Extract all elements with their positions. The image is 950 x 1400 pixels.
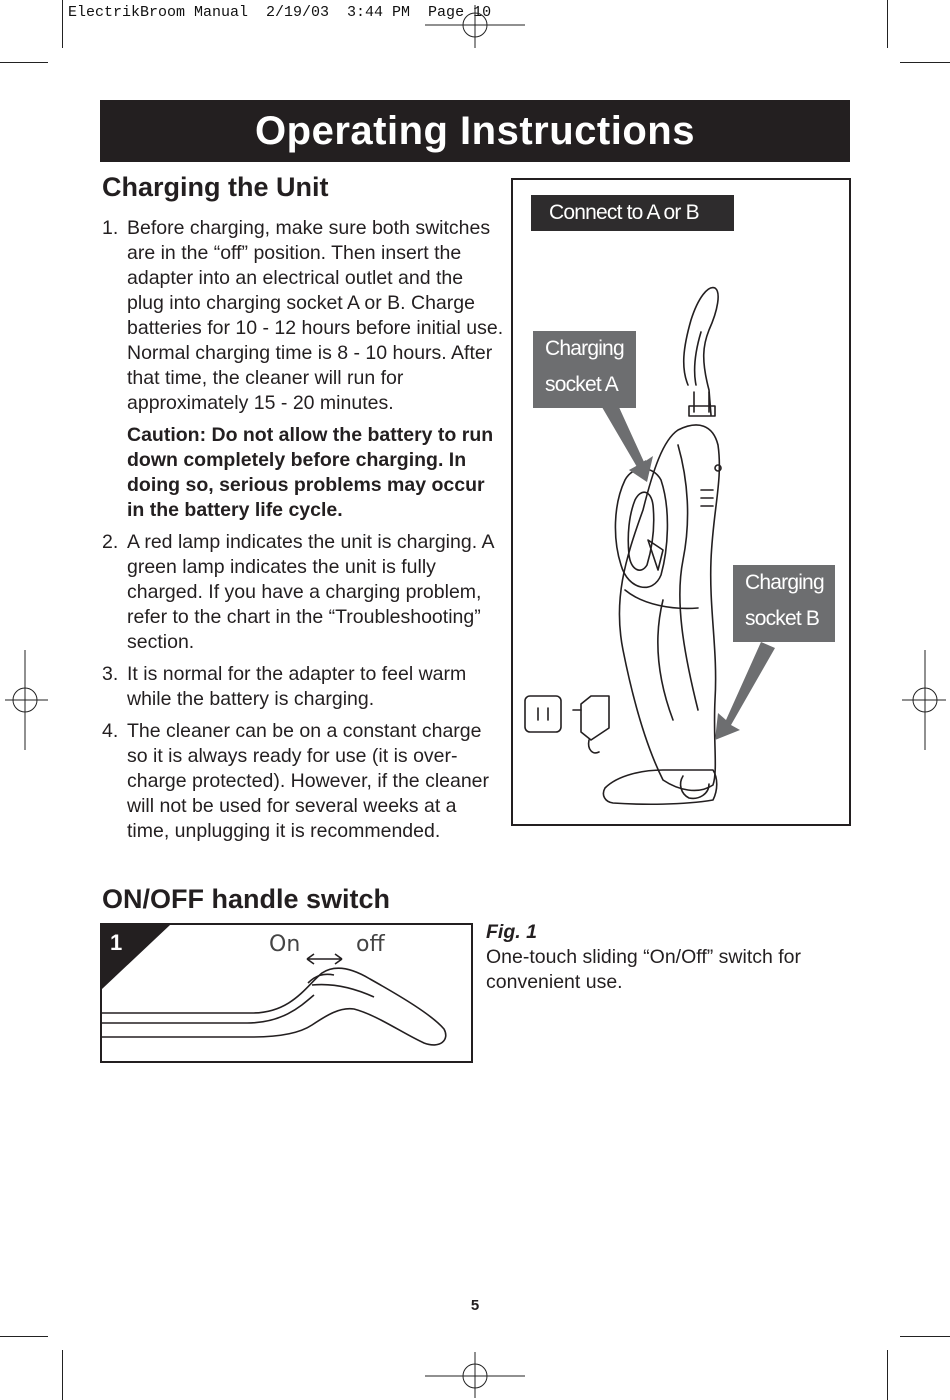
- figure-caption: [486, 920, 846, 995]
- socket-a-label: [533, 331, 636, 408]
- item-text: Before charging, make sure both switches are in the “off” position. Then insert the adapter into an electrical outlet and the plug into charging socket A or B. Charge batteries for 10 - 12 hours before initial use. Normal charging time is 8 - 10 hours. After that time, the cleaner will run for approximately 15 - 20 minutes.: [127, 217, 504, 414]
- charging-figure: [511, 178, 851, 826]
- item-text: A red lamp indicates the unit is charging. A green lamp indicates the unit is fully charged. If you have a charging problem, refer to the chart in the “Troubleshooting” section.: [127, 531, 494, 653]
- item-number: 4.: [102, 720, 119, 742]
- print-slug: ElectrikBroom Manual 2/19/03 3:44 PM Page 10: [68, 4, 492, 21]
- page-number: 5: [470, 1297, 480, 1314]
- item-number: 3.: [102, 663, 119, 685]
- list-item: [102, 719, 504, 844]
- caution-note: Caution: Do not allow the battery to run down completely before charging. In doing so, serious problems may occur in the battery life cycle.: [127, 424, 494, 521]
- item-text: It is normal for the adapter to feel warm while the battery is charging.: [127, 663, 467, 710]
- fig-caption-text: One-touch sliding “On/Off” switch for convenient use.: [486, 946, 802, 993]
- socket-a-line2: socket A: [545, 373, 618, 396]
- list-item: [102, 662, 504, 712]
- charging-heading: Charging the Unit: [102, 172, 329, 202]
- item-number: 2.: [102, 531, 119, 553]
- on-label: On: [269, 932, 301, 957]
- vacuum-illustration: [513, 180, 849, 824]
- socket-b-line1: Charging: [745, 571, 824, 594]
- handle-grip: [684, 288, 718, 415]
- page-title: Operating Instructions: [255, 109, 695, 153]
- socket-b-line2: socket B: [745, 607, 820, 630]
- slide-arrow-icon: [307, 954, 342, 964]
- switch-figure: [100, 923, 473, 1063]
- connect-label: Connect to A or B: [531, 195, 734, 231]
- title-banner: [100, 100, 850, 162]
- off-label: off: [356, 932, 385, 957]
- item-number: 1.: [102, 217, 119, 239]
- socket-a-line1: Charging: [545, 337, 624, 360]
- handle-drawing: [102, 968, 446, 1045]
- fig-label: Fig. 1: [486, 921, 537, 943]
- power-adapter: [581, 696, 609, 740]
- list-item: [102, 530, 504, 655]
- item-text: The cleaner can be on a constant charge so it is always ready for use (it is over-charge protected). However, if the cleaner will not be used for several weeks at a time, unplugging it is recommended.: [127, 720, 490, 842]
- fig-number: 1: [110, 930, 123, 955]
- wall-outlet: [525, 696, 561, 732]
- arrow-socket-b: [715, 642, 775, 740]
- socket-b-label: [733, 565, 835, 642]
- list-item: [102, 216, 504, 416]
- charging-instructions: [102, 216, 504, 851]
- switch-heading: ON/OFF handle switch: [102, 884, 391, 914]
